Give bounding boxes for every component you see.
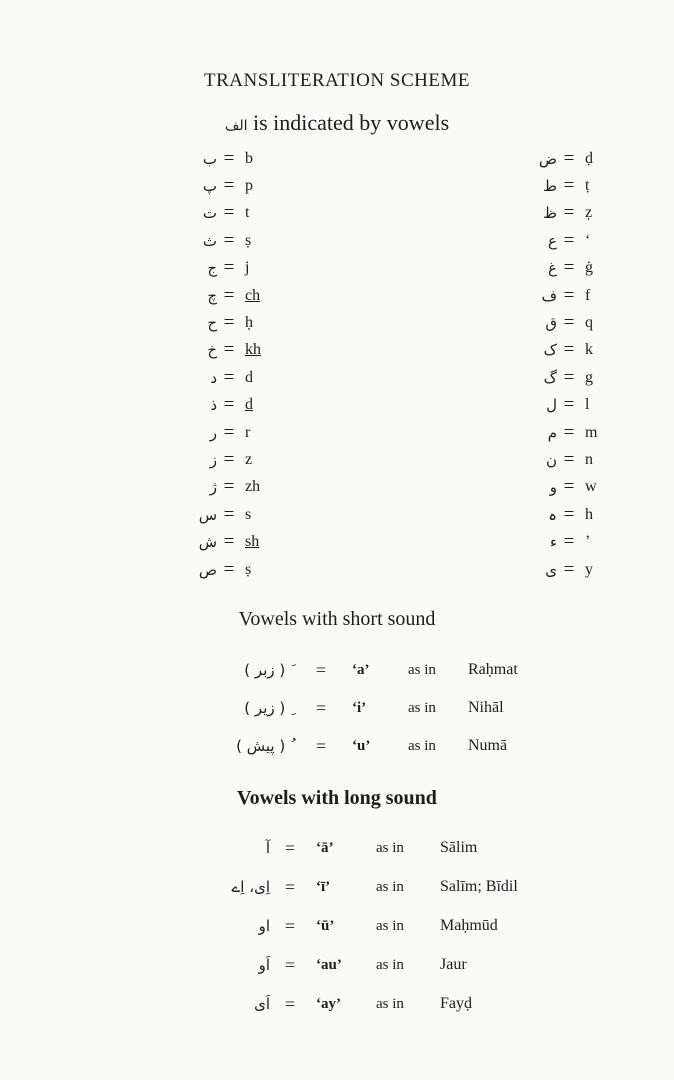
latin-letter: j [245, 259, 250, 277]
equals-sign: = [563, 284, 575, 306]
consonant-row [185, 556, 295, 583]
equals-sign: = [223, 339, 235, 361]
arabic-letter: ط [543, 177, 557, 196]
latin-letter: ṣ [245, 560, 252, 578]
equals-sign: = [223, 284, 235, 306]
equals-sign: = [223, 394, 235, 416]
as-in-text: as in [408, 699, 436, 716]
consonant-row [525, 364, 625, 391]
arabic-letter: ن [545, 450, 557, 469]
vowel-row [0, 693, 674, 723]
equals-sign: = [563, 394, 575, 416]
consonant-row [525, 172, 625, 199]
consonant-row [185, 172, 295, 199]
arabic-letter: ذ [210, 396, 217, 415]
latin-letter: n [585, 450, 593, 468]
arabic-letter: گ [543, 368, 557, 387]
example-word: Jaur [440, 956, 467, 973]
arabic-letter: س [198, 505, 217, 524]
consonant-row [525, 227, 625, 254]
latin-letter: m [585, 423, 598, 441]
vowel-value: ‘u’ [352, 737, 371, 754]
latin-letter: ch [245, 286, 261, 304]
arabic-letter: ژ [209, 478, 217, 497]
equals-sign: = [284, 954, 296, 975]
equals-sign: = [284, 915, 296, 936]
latin-letter: sh [245, 533, 260, 551]
vowel-arabic: آ [265, 839, 270, 857]
consonant-row [525, 392, 625, 419]
arabic-letter: و [549, 478, 557, 497]
equals-sign: = [223, 257, 235, 279]
equals-sign: = [223, 202, 235, 224]
consonant-row [185, 501, 295, 528]
vowel-arabic: ُ ( پیش ) [236, 737, 290, 755]
arabic-letter: ل [546, 396, 557, 415]
arabic-letter: ق [545, 314, 557, 333]
latin-letter: ġ [585, 259, 593, 277]
equals-sign: = [563, 558, 575, 580]
consonant-row [525, 474, 625, 501]
equals-sign: = [284, 837, 296, 858]
vowel-value: ‘ū’ [316, 917, 335, 934]
latin-letter: h [585, 505, 593, 523]
consonant-row [185, 446, 295, 473]
consonant-row [185, 282, 295, 309]
arabic-letter: ش [198, 533, 217, 552]
example-word: Maḥmūd [440, 917, 498, 934]
latin-letter: p [245, 177, 253, 195]
latin-letter: ’ [585, 533, 591, 551]
vowel-row [0, 911, 674, 941]
consonant-column-left [185, 145, 295, 583]
equals-sign: = [563, 229, 575, 251]
example-word: Fayḍ [440, 995, 472, 1012]
vowel-row [0, 731, 674, 761]
arabic-letter: ت [202, 204, 217, 223]
equals-sign: = [563, 366, 575, 388]
equals-sign: = [563, 448, 575, 470]
equals-sign: = [563, 531, 575, 553]
arabic-letter: چ [207, 286, 217, 305]
equals-sign: = [223, 147, 235, 169]
arabic-letter: ز [209, 450, 217, 469]
alif-note-text: is indicated by vowels [253, 110, 450, 135]
latin-letter: zh [245, 478, 261, 496]
equals-sign: = [223, 531, 235, 553]
as-in-text: as in [376, 995, 404, 1012]
vowel-arabic: اَو [258, 956, 270, 974]
equals-sign: = [223, 421, 235, 443]
equals-sign: = [315, 659, 327, 680]
consonant-row [185, 145, 295, 172]
as-in-text: as in [408, 737, 436, 754]
latin-letter: ṭ [585, 177, 590, 195]
alif-note [0, 110, 674, 136]
arabic-letter: ع [548, 231, 557, 250]
as-in-text: as in [376, 956, 404, 973]
vowel-row [0, 655, 674, 685]
consonant-row [525, 255, 625, 282]
arabic-letter: ک [543, 341, 557, 360]
arabic-letter: ب [202, 149, 217, 168]
example-word: Salīm; Bīdil [440, 878, 518, 895]
equals-sign: = [563, 421, 575, 443]
latin-letter: ḥ [245, 314, 253, 332]
vowel-row [0, 950, 674, 980]
vowel-value: ‘au’ [316, 956, 342, 973]
latin-letter: ‘ [585, 231, 591, 249]
consonant-row [185, 364, 295, 391]
arabic-letter: ح [207, 314, 217, 333]
consonant-row [525, 528, 625, 555]
latin-letter: ṣ [245, 231, 252, 249]
example-word: Nihāl [468, 699, 504, 716]
vowel-arabic: او [258, 917, 270, 935]
consonant-row [525, 419, 625, 446]
alif-arabic: الف [224, 118, 248, 134]
arabic-letter: ہ [548, 505, 557, 524]
consonant-row [525, 556, 625, 583]
arabic-letter: خ [207, 341, 217, 360]
arabic-letter: م [547, 423, 557, 442]
example-word: Sālim [440, 839, 478, 856]
latin-letter: f [585, 286, 591, 304]
vowel-arabic: َ ( زبر ) [244, 661, 290, 679]
equals-sign: = [563, 147, 575, 169]
equals-sign: = [223, 503, 235, 525]
latin-letter: q [585, 314, 593, 332]
equals-sign: = [223, 448, 235, 470]
example-word: Raḥmat [468, 661, 518, 678]
equals-sign: = [563, 476, 575, 498]
consonant-row [525, 501, 625, 528]
as-in-text: as in [376, 839, 404, 856]
arabic-letter: ض [538, 149, 557, 168]
vowel-value: ‘ay’ [316, 995, 341, 1012]
equals-sign: = [563, 175, 575, 197]
consonant-row [185, 200, 295, 227]
consonant-row [185, 227, 295, 254]
equals-sign: = [284, 876, 296, 897]
equals-sign: = [563, 312, 575, 334]
arabic-letter: ء [549, 533, 557, 552]
consonant-row [525, 282, 625, 309]
vowel-value: ‘i’ [352, 699, 367, 716]
equals-sign: = [223, 312, 235, 334]
arabic-letter: ص [198, 560, 217, 579]
arabic-letter: ج [207, 259, 217, 278]
consonant-row [185, 337, 295, 364]
consonant-row [185, 528, 295, 555]
equals-sign: = [223, 476, 235, 498]
equals-sign: = [563, 257, 575, 279]
equals-sign: = [223, 229, 235, 251]
example-word: Numā [468, 737, 508, 754]
as-in-text: as in [376, 878, 404, 895]
consonant-row [525, 145, 625, 172]
consonant-row [185, 474, 295, 501]
consonant-row [185, 392, 295, 419]
consonant-row [525, 446, 625, 473]
arabic-letter: ر [209, 423, 217, 442]
arabic-letter: غ [548, 259, 557, 278]
latin-letter: kh [245, 341, 261, 359]
consonant-row [185, 419, 295, 446]
vowel-row [0, 989, 674, 1019]
equals-sign: = [223, 366, 235, 388]
consonant-row [185, 255, 295, 282]
vowel-value: ‘ā’ [316, 839, 334, 856]
consonant-row [185, 309, 295, 336]
latin-letter: z [245, 450, 253, 468]
latin-letter: ẓ [585, 204, 593, 222]
vowel-row [0, 872, 674, 902]
arabic-letter: ی [545, 560, 557, 579]
vowel-arabic: اِی، اِے [231, 878, 270, 896]
equals-sign: = [284, 993, 296, 1014]
consonant-column-right [525, 145, 625, 583]
consonant-row [525, 309, 625, 336]
equals-sign: = [563, 503, 575, 525]
latin-letter: d [245, 396, 253, 414]
arabic-letter: ث [202, 231, 217, 250]
consonant-row [525, 200, 625, 227]
equals-sign: = [315, 735, 327, 756]
consonant-row [525, 337, 625, 364]
latin-letter: t [245, 204, 250, 222]
short-vowels-heading: Vowels with short sound [238, 608, 436, 630]
arabic-letter: د [210, 368, 217, 387]
latin-letter: r [245, 423, 251, 441]
vowel-value: ‘a’ [352, 661, 370, 678]
latin-letter: k [585, 341, 593, 359]
vowel-value: ‘ī’ [316, 878, 331, 895]
latin-letter: y [585, 560, 593, 578]
equals-sign: = [563, 202, 575, 224]
latin-letter: b [245, 149, 253, 167]
vowel-arabic: ِ ( زیر ) [244, 699, 290, 717]
equals-sign: = [223, 175, 235, 197]
equals-sign: = [315, 697, 327, 718]
vowel-row [0, 833, 674, 863]
latin-letter: ḍ [585, 149, 593, 167]
equals-sign: = [563, 339, 575, 361]
as-in-text: as in [408, 661, 436, 678]
latin-letter: w [585, 478, 597, 496]
latin-letter: g [585, 368, 593, 386]
latin-letter: l [585, 396, 590, 414]
latin-letter: d [245, 368, 253, 386]
arabic-letter: ظ [543, 204, 557, 223]
as-in-text: as in [376, 917, 404, 934]
long-vowels-heading: Vowels with long sound [237, 787, 437, 809]
latin-letter: s [245, 505, 252, 523]
arabic-letter: ف [541, 286, 557, 305]
vowel-arabic: اَی [254, 995, 270, 1013]
page-title: TRANSLITERATION SCHEME [204, 70, 470, 91]
arabic-letter: پ [202, 177, 217, 196]
equals-sign: = [223, 558, 235, 580]
